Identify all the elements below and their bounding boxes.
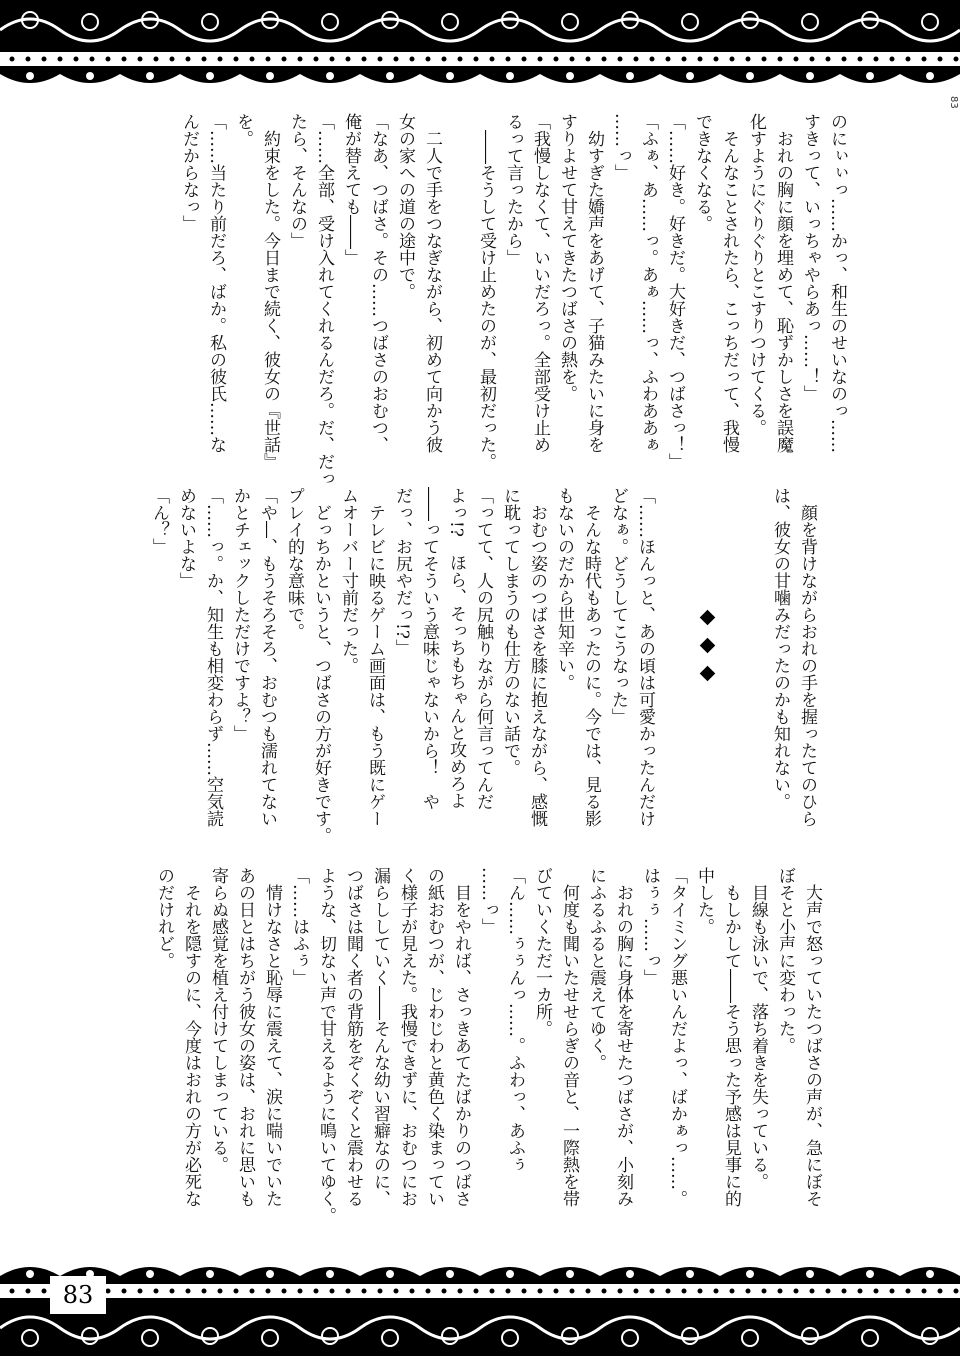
text-line: 目をやれば、さっきあてたばかりのつばさ xyxy=(451,867,471,1207)
text-line: すりよせて甘えてきたつばさの熱を。 xyxy=(557,113,577,402)
text-line: ……っ」 xyxy=(611,113,631,181)
text-line: それを隠すのに、今度はおれの方が必死な xyxy=(181,867,201,1207)
text-line: 「……っ。か、知生も相変わらず……空気読 xyxy=(203,487,223,827)
text-line: は、彼女の甘噛みだったのかも知れない。 xyxy=(770,487,790,810)
text-line: だっ、お尻やだっ!?」 xyxy=(392,487,412,656)
text-line xyxy=(685,487,712,837)
text-line: そんな時代もあったのに。今では、見る影 xyxy=(581,487,601,827)
text-line: どなぁ。どうしてこうなった」 xyxy=(608,487,628,725)
text-line: 「我慢しなくて、いいだろっ。全部受け止め xyxy=(530,113,550,453)
text-line: ムオーバー寸前だった。 xyxy=(338,487,358,674)
text-line: に耽ってしまうのも仕方のない話で。 xyxy=(500,487,520,776)
text-line: 情けなさと恥辱に震えて、涙に喘いでいた xyxy=(262,867,282,1207)
text-line: のにぃぃっ……かっ、和生のせいなのっ…… xyxy=(827,113,847,453)
text-line: 「ふぁ、あ……っ。あぁ……っ、ふわああぁ xyxy=(638,113,658,453)
text-line: 「……当たり前だろ、ばか。私の彼氏……な xyxy=(206,113,226,453)
text-line: のだけれど。 xyxy=(154,867,174,969)
text-line xyxy=(445,113,472,483)
text-line: たら、そんなの」 xyxy=(287,113,307,249)
text-tier-top xyxy=(70,113,850,487)
text-line: おれの胸に顔を埋めて、恥ずかしさを誤魔 xyxy=(773,113,793,453)
text-line: 二人で手をつなぎながら、初めて向かう彼 xyxy=(422,113,442,453)
text-line: 目線も泳いで、落ち着きを失っている。 xyxy=(748,867,768,1190)
text-line xyxy=(658,487,685,837)
text-line: おれの胸に身体を寄せたつばさが、小刻み xyxy=(613,867,633,1207)
text-line: 「……はふぅ」 xyxy=(289,867,309,986)
text-line: 化すようにぐりぐりとこすりつけてくる。 xyxy=(746,113,766,436)
text-line: 大声で怒っていたつばさの声が、急にぼそ xyxy=(802,867,822,1207)
text-line: 顔を背けながらおれの手を握ったてのひら xyxy=(797,487,817,827)
bottom-lace-border xyxy=(0,1262,960,1356)
text-line: かとチェックしただけですよ？」 xyxy=(230,487,250,742)
text-line: ……っ」 xyxy=(478,867,498,935)
text-line: 「ん？」 xyxy=(149,487,169,555)
text-line: あの日とはちがう彼女の姿は、おれに思いも xyxy=(235,867,255,1207)
text-line xyxy=(739,487,766,837)
text-line: はぅぅ……っ」 xyxy=(640,867,660,986)
text-line: 「ん……ぅぅんっ……。ふわっ、あふぅ xyxy=(505,867,525,1173)
text-line: そんなことされたら、こっちだって、我慢 xyxy=(719,113,739,453)
text-line: もしかして――そう思った予感は見事に的 xyxy=(721,867,741,1207)
text-line: 漏らししていく――そんな幼い習癖なのに、 xyxy=(370,867,390,1207)
text-line: を。 xyxy=(233,113,253,147)
text-line: 「なあ、つばさ。その……つばさのおむつ、 xyxy=(368,113,388,453)
text-line: びていくただ一カ所。 xyxy=(532,867,552,1037)
text-line: 寄らぬ感覚を植え付けてしまっている。 xyxy=(208,867,228,1173)
page-number: 83 xyxy=(50,1276,106,1314)
text-line: く様子が見えた。我慢できずに、おむつにお xyxy=(397,867,417,1207)
text-line: ――ってそういう意味じゃないから！ や xyxy=(419,487,439,810)
top-lace-ornament xyxy=(0,0,960,92)
text-line: プレイ的な意味で。 xyxy=(284,487,304,640)
text-line: 「……全部、受け入れてくれるんだろ。だ、だっ xyxy=(314,113,334,487)
text-line: 「タイミング悪いんだよっ、ばかぁっ……。 xyxy=(667,867,687,1207)
text-line: 「……ほんっと、あの頃は可愛かったんだけ xyxy=(635,487,655,827)
text-line: よっ!? ほら、そっちもちゃんと攻めろよ xyxy=(446,487,466,809)
text-line: ような、切ない声で甘えるように鳴いてゆく。 xyxy=(316,867,336,1224)
text-line: 女の家への道の途中で。 xyxy=(395,113,415,300)
text-line: 「や―、もうそろそろ、おむつも濡れてない xyxy=(257,487,277,827)
text-line: ぼそと小声に変わった。 xyxy=(775,867,795,1054)
text-line: にふるふると震えてゆく。 xyxy=(586,867,606,1071)
text-line xyxy=(712,487,739,837)
text-line: 約束をした。今日まで続く、彼女の『世話』 xyxy=(260,113,280,470)
text-line: 幼すぎた嬌声をあげて、子猫みたいに身を xyxy=(584,113,604,453)
text-line: 中した。 xyxy=(694,867,714,935)
text-line: るって言ったから」 xyxy=(503,113,523,266)
text-line: つばさは聞く者の背筋をぞくぞくと震わせる xyxy=(343,867,363,1207)
running-page-number: 83 xyxy=(948,96,959,109)
text-line: んだからなっ」 xyxy=(179,113,199,232)
text-line: 「……好き。好きだ。大好きだ、つばさっ！」 xyxy=(665,113,685,470)
text-line: もないのだから世知辛い。 xyxy=(554,487,574,691)
text-line: おむつ姿のつばさを膝に抱えながら、感慨 xyxy=(527,487,547,827)
text-tier-bottom xyxy=(95,867,825,1227)
text-line: テレビに映るゲーム画面は、もう既にゲー xyxy=(365,487,385,827)
bottom-lace-ornament xyxy=(0,1262,960,1356)
text-tier-middle xyxy=(100,487,820,844)
text-line: 「ってて、人の尻触りながら何言ってんだ xyxy=(473,487,493,810)
text-line: どっちかというと、つばさの方が好きです。 xyxy=(311,487,331,844)
text-line: すきって、いっちゃやらあっ……！」 xyxy=(800,113,820,402)
text-line: 俺が替えても――」 xyxy=(341,113,361,266)
top-lace-border xyxy=(0,0,960,92)
text-line: できなくなる。 xyxy=(692,113,712,232)
text-line: ――そうして受け止めたのが、最初だった。 xyxy=(476,113,496,470)
text-line: めないよな」 xyxy=(176,487,196,589)
text-line: 何度も聞いたせせらぎの音と、一際熱を帯 xyxy=(559,867,579,1207)
text-line: の紙おむつが、じわじわと黄色く染まってい xyxy=(424,867,444,1207)
